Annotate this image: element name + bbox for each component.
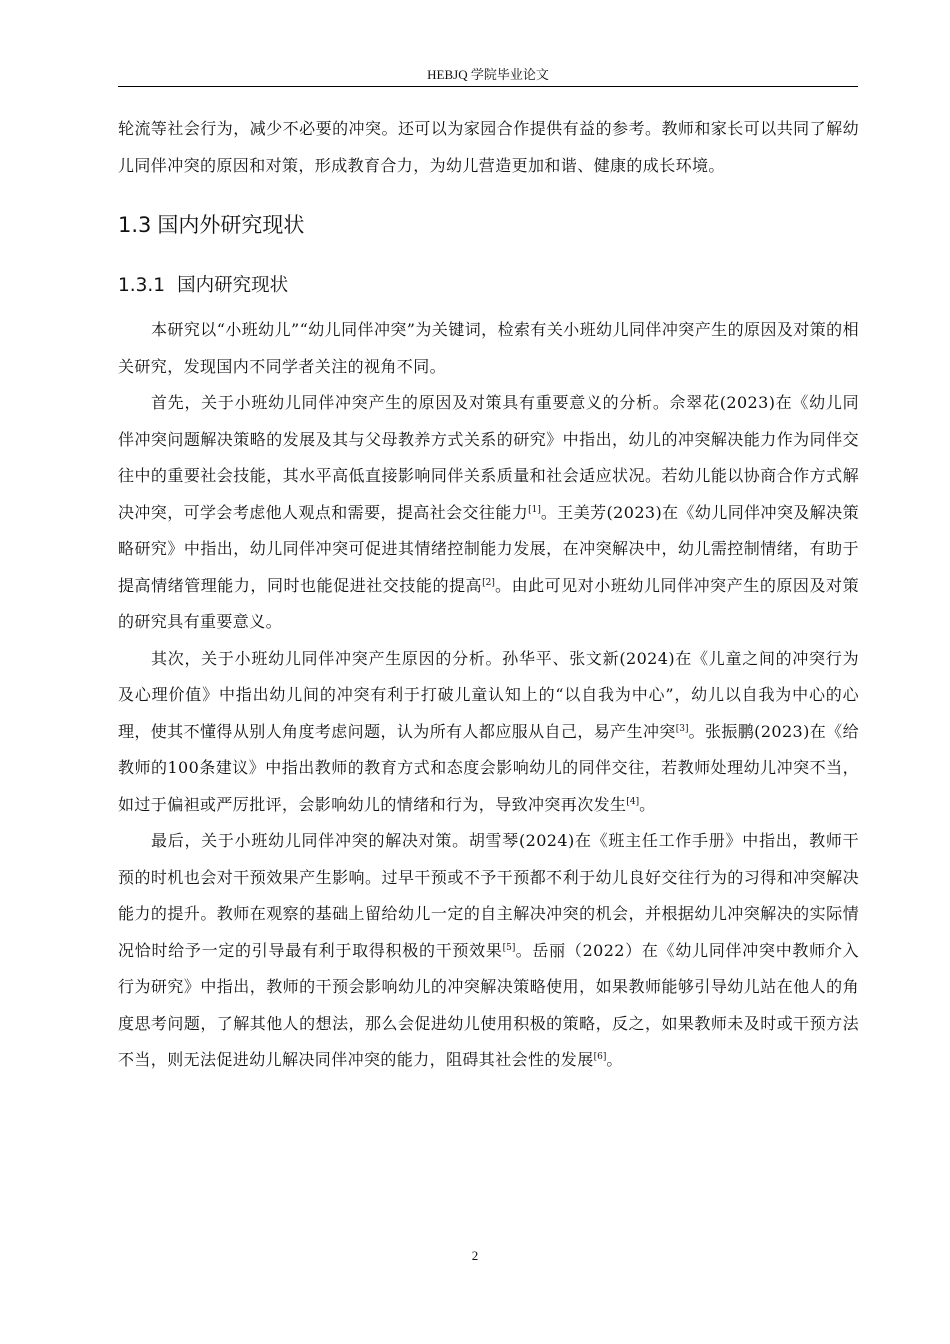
paragraph-text: 。王美芳(2023)在《幼儿同伴冲突及解决策略研究》中指出，幼儿同伴冲突可促进其情绪控制能力发展，在冲突解决中，幼儿需控制情绪，有助于提高情绪管理能力，同时也能促进社交技能的提高 [118,502,859,595]
section-number: 1.3 [118,213,152,237]
citation-ref[interactable]: [1] [528,504,541,515]
page-header: HEBJQ 学院毕业论文 [427,67,549,82]
citation-ref[interactable]: [4] [626,796,640,807]
citation-ref[interactable]: [6] [593,1052,607,1062]
paragraph-text: 。 [639,794,656,814]
citation-ref[interactable]: [2] [482,577,495,588]
paragraph-significance [118,385,859,641]
paragraph-text: 。岳丽（2022）在《幼儿同伴冲突中教师介入行为研究》中指出，教师的干预会影响幼儿的冲突解决策略使用，如果教师能够引导幼儿站在他人的角度思考问题，了解其他人的想法，那么会促进幼儿使用积极的策略，反之，如果教师未及时或干预方法不当，则无法促进幼儿解决同伴冲突的能力，阻碍其社会性的发展 [118,940,859,1069]
section-heading [118,196,859,254]
paragraph-text: 。由此可见对小班幼儿同伴冲突产生的原因及对策的研究具有重要意义。 [118,575,859,631]
citation-ref[interactable]: [3] [675,723,689,734]
header-divider [118,86,858,87]
paragraph-solutions [118,823,859,1079]
paragraph-text: 其次，关于小班幼儿同伴冲突产生原因的分析。孙华平、张文新(2024)在《儿童之间的冲突行为及心理价值》中指出幼儿间的冲突有利于打破儿童认知上的“以自我为中心”，幼儿以自我为中心的心理，使其不懂得从别人角度考虑问题，认为所有人都应服从自己，易产生冲突 [118,648,859,741]
page-number: 2 [471,1248,479,1263]
paragraph-text: 最后，关于小班幼儿同伴冲突的解决对策。胡雪琴(2024)在《班主任工作手册》中指出，教师干预的时机也会对干预效果产生影响。过早干预或不予干预都不利于幼儿良好交往行为的习得和冲突解决能力的提升。教师在观察的基础上留给幼儿一定的自主解决冲突的机会，并根据幼儿冲突解决的实际情况恰时给予一定的引导最有利于取得积极的干预效果 [118,831,859,960]
subsection-number: 1.3.1 [118,275,166,296]
paragraph-text: 。张振鹏(2023)在《给教师的100条建议》中指出教师的教育方式和态度会影响幼儿的同伴交往，若教师处理幼儿冲突不当，如过于偏袒或严厉批评，会影响幼儿的情绪和行为，导致冲突再次发生 [118,721,859,814]
intro-paragraph: 轮流等社会行为，减少不必要的冲突。还可以为家园合作提供有益的参考。教师和家长可以共同了解幼儿同伴冲突的原因和对策，形成教育合力，为幼儿营造更加和谐、健康的成长环境。 [118,119,859,175]
paragraph-causes [118,641,859,824]
citation-ref[interactable]: [5] [502,942,516,953]
paragraph-keywords: 本研究以“小班幼儿”“幼儿同伴冲突”为关键词，检索有关小班幼儿同伴冲突产生的原因及对策的相关研究，发现国内不同学者关注的视角不同。 [118,320,859,376]
subsection-heading [118,260,859,312]
paragraph-text: 首先，关于小班幼儿同伴冲突产生的原因及对策具有重要意义的分析。佘翠花(2023)在《幼儿同伴冲突问题解决策略的发展及其与父母教养方式关系的研究》中指出，幼儿的冲突解决能力作为同伴交往中的重要社会技能，其水平高低直接影响同伴关系质量和社会适应状况。若幼儿能以协商合作方式解决冲突，可学会考虑他人观点和需要，提高社会交往能力 [118,393,859,522]
subsection-title: 国内研究现状 [177,275,289,296]
document-body [118,111,859,1079]
paragraph-text: 。 [606,1050,623,1069]
section-title: 国内外研究现状 [157,213,305,237]
